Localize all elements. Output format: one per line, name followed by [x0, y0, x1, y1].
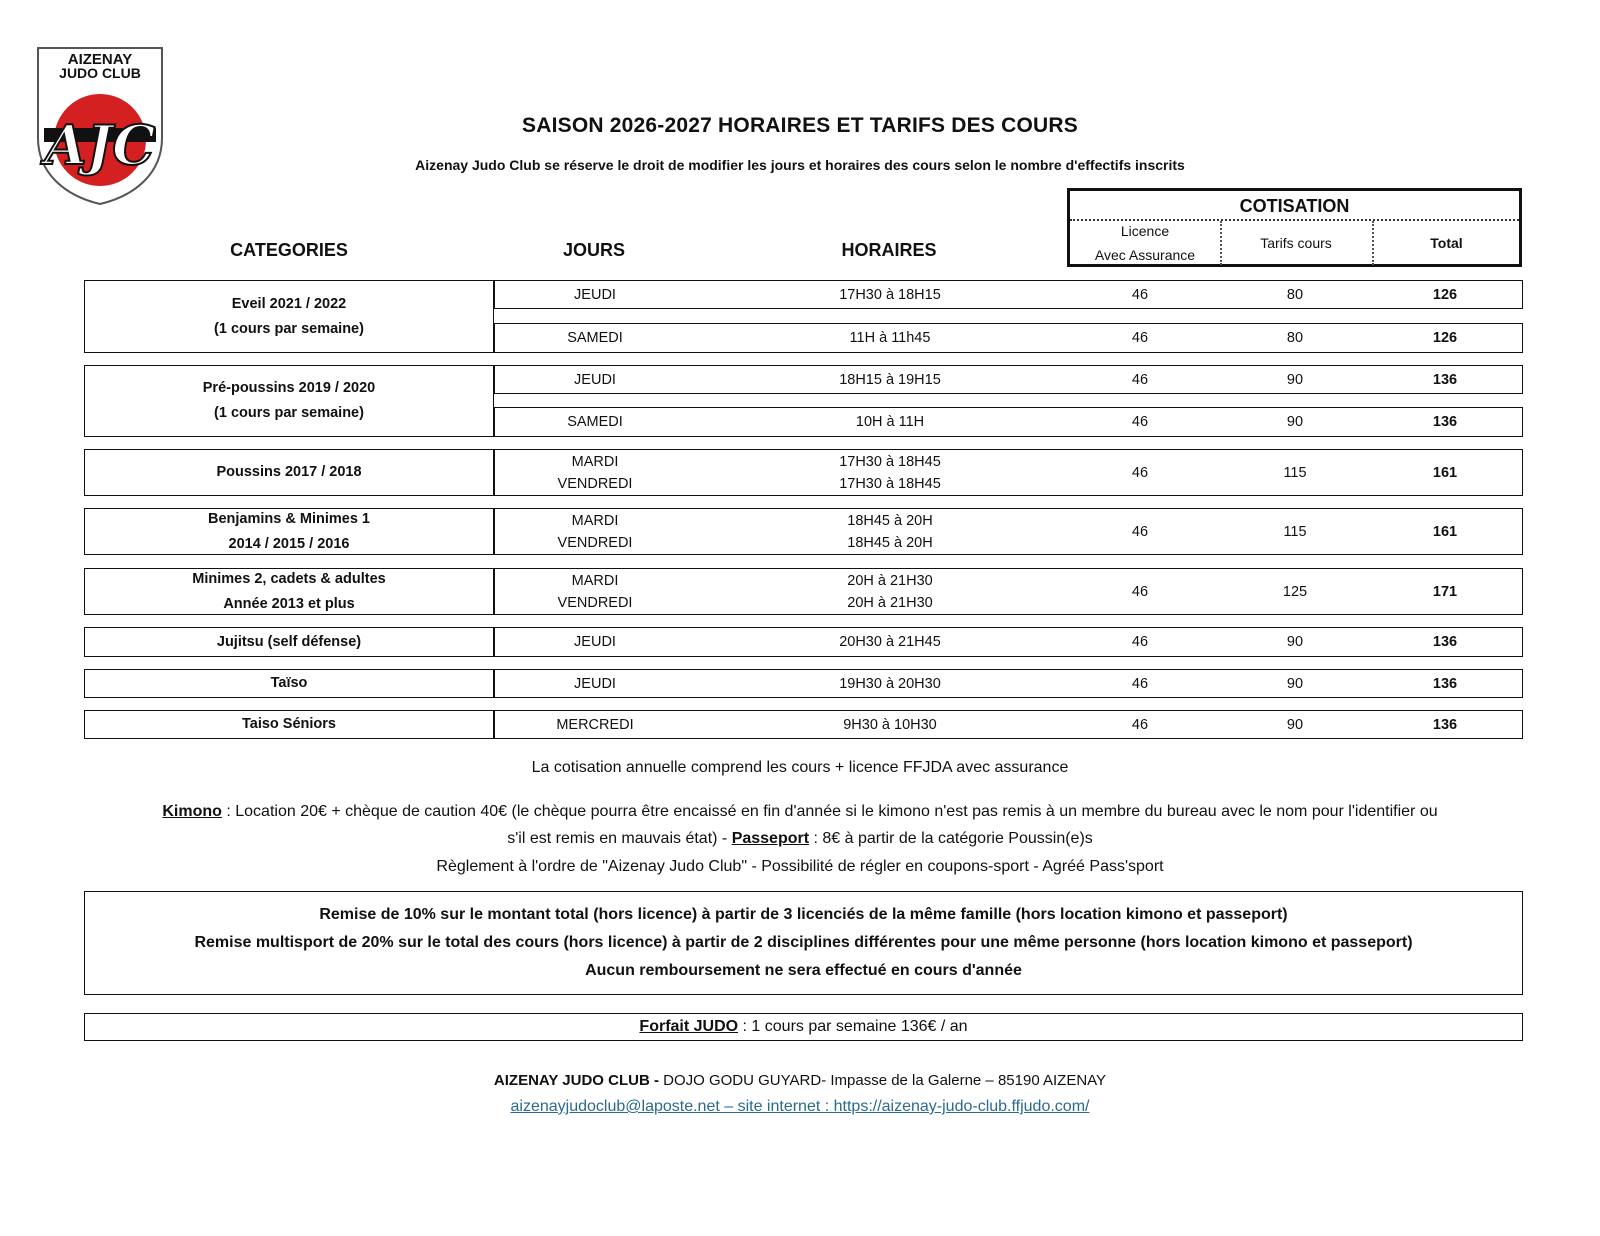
kimono-label: Kimono	[162, 803, 222, 820]
table-row	[494, 280, 1523, 309]
licence-header-line2: Avec Assurance	[1094, 247, 1196, 263]
kimono-note	[0, 803, 1600, 821]
table-row	[494, 710, 1523, 739]
horaire-line: 17H30 à 18H45	[839, 475, 941, 492]
jour-cell: JEUDI	[574, 371, 616, 388]
categories-header: CATEGORIES	[230, 240, 348, 260]
remise-line: Remise de 10% sur le montant total (hors licence) à partir de 3 licenciés de la même famille (hors location kimono et passeport)	[319, 906, 1288, 923]
page-title: SAISON 2026-2027 HORAIRES ET TARIFS DES COURS	[522, 114, 1078, 137]
table-row	[494, 627, 1523, 657]
jour-line: MARDI	[571, 453, 619, 470]
tarif-cell: 115	[1283, 464, 1307, 481]
category-name: Taiso Séniors	[241, 716, 336, 732]
jour-cell	[495, 450, 695, 495]
category-name: Eveil 2021 / 2022	[231, 295, 347, 312]
horaire-cell: 17H30 à 18H15	[839, 286, 941, 303]
table-row	[494, 449, 1523, 496]
jour-line: MARDI	[571, 512, 619, 529]
horaire-cell: 20H30 à 21H45	[839, 634, 941, 650]
footer-address	[0, 1072, 1600, 1089]
total-cell: 136	[1432, 716, 1458, 733]
horaire-cell	[695, 569, 1085, 614]
category-detail: (1 cours par semaine)	[214, 320, 364, 337]
jour-cell: JEUDI	[574, 634, 616, 650]
total-cell: 171	[1432, 583, 1458, 600]
horaire-cell: 19H30 à 20H30	[839, 675, 941, 692]
total-cell: 126	[1432, 330, 1458, 346]
total-header: Total	[1430, 235, 1463, 251]
remise-box	[84, 891, 1523, 995]
tarif-cell: 90	[1286, 716, 1304, 733]
horaire-cell: 11H à 11h45	[849, 330, 931, 346]
page-subtitle: Aizenay Judo Club se réserve le droit de modifier les jours et horaires des cours selon le nombre d'effectifs inscrits	[415, 157, 1185, 173]
category-cell	[84, 508, 494, 555]
category-cell	[84, 568, 494, 615]
passeport-text: : 8€ à partir de la catégorie Poussin(e)s	[809, 830, 1093, 847]
tarif-cell: 90	[1286, 675, 1304, 692]
licence-cell: 46	[1131, 414, 1149, 430]
horaire-line: 17H30 à 18H45	[839, 453, 941, 470]
logo-monogram: AJC	[44, 113, 156, 177]
licence-header	[1070, 221, 1220, 265]
category-detail: 2014 / 2015 / 2016	[228, 535, 350, 552]
category-cell	[84, 365, 494, 437]
licence-cell: 46	[1131, 464, 1149, 481]
passeport-label: Passeport	[731, 830, 810, 847]
passeport-note	[0, 830, 1600, 848]
horaire-cell	[695, 509, 1085, 554]
forfait-text: : 1 cours par semaine 136€ / an	[738, 1018, 968, 1035]
tarifs-header: Tarifs cours	[1260, 235, 1332, 251]
category-name: Poussins 2017 / 2018	[216, 464, 362, 480]
forfait-label: Forfait JUDO	[639, 1018, 739, 1035]
horaire-cell: 9H30 à 10H30	[843, 716, 937, 733]
category-cell	[84, 280, 494, 353]
licence-cell: 46	[1131, 583, 1149, 600]
licence-cell: 46	[1131, 675, 1149, 692]
total-cell: 136	[1432, 371, 1458, 388]
jour-cell: JEUDI	[574, 286, 616, 303]
horaire-cell	[695, 450, 1085, 495]
total-cell: 136	[1432, 634, 1458, 650]
jours-header: JOURS	[562, 240, 625, 260]
jour-cell	[495, 569, 695, 614]
total-cell: 136	[1432, 414, 1458, 430]
tarif-cell: 90	[1286, 414, 1304, 430]
category-name: Taïso	[270, 675, 308, 691]
total-cell: 161	[1432, 523, 1458, 540]
licence-header-line1: Licence	[1120, 223, 1170, 239]
category-name: Jujitsu (self défense)	[216, 633, 362, 650]
kimono-text: : Location 20€ + chèque de caution 40€ (le chèque pourra être encaissé en fin d'année si le kimono n'est pas remis à un membre du bureau avec le nom pour l'identifier ou	[221, 803, 1438, 820]
category-cell	[84, 710, 494, 739]
tarif-cell: 90	[1286, 371, 1304, 388]
remise-line: Aucun remboursement ne sera effectué en cours d'année	[585, 962, 1022, 979]
category-cell	[84, 627, 494, 657]
horaire-line: 20H à 21H30	[847, 572, 933, 589]
cotisation-title: COTISATION	[1070, 193, 1519, 221]
jour-line: VENDREDI	[557, 534, 633, 551]
tarif-cell: 115	[1283, 523, 1307, 540]
horaires-header: HORAIRES	[841, 240, 937, 260]
jour-line: VENDREDI	[557, 594, 633, 611]
jour-cell: SAMEDI	[567, 330, 623, 346]
total-cell: 126	[1432, 286, 1458, 303]
forfait-box	[84, 1013, 1523, 1041]
category-name: Pré-poussins 2019 / 2020	[202, 380, 376, 396]
licence-cell: 46	[1131, 523, 1149, 540]
category-detail: Année 2013 et plus	[223, 595, 355, 612]
category-name: Benjamins & Minimes 1	[208, 510, 370, 527]
table-row	[494, 323, 1523, 353]
cotisation-note: La cotisation annuelle comprend les cours + licence FFJDA avec assurance	[531, 759, 1069, 776]
jour-cell: MERCREDI	[556, 716, 634, 733]
table-row	[494, 669, 1523, 698]
tarif-cell: 80	[1286, 330, 1304, 346]
licence-cell: 46	[1131, 716, 1149, 733]
jour-line: MARDI	[571, 572, 619, 589]
horaire-cell: 18H15 à 19H15	[839, 371, 941, 388]
licence-cell: 46	[1131, 286, 1149, 303]
total-cell: 161	[1432, 464, 1458, 481]
licence-cell: 46	[1131, 371, 1149, 388]
remise-line: Remise multisport de 20% sur le total des cours (hors licence) à partir de 2 disciplines différentes pour une même personne (hors location kimono et passeport)	[194, 934, 1413, 951]
licence-cell: 46	[1131, 330, 1149, 346]
category-name: Minimes 2, cadets & adultes	[192, 570, 386, 587]
tarif-cell: 90	[1286, 634, 1304, 650]
footer-club: AIZENAY JUDO CLUB -	[493, 1072, 664, 1089]
table-row	[494, 508, 1523, 555]
jour-cell: SAMEDI	[567, 414, 623, 430]
category-cell	[84, 669, 494, 698]
licence-cell: 46	[1131, 634, 1149, 650]
kimono-text-cont: s'il est remis en mauvais état) -	[507, 830, 732, 847]
tarif-cell: 125	[1282, 583, 1308, 600]
logo-text-aizenay: AIZENAY	[67, 51, 133, 68]
reglement-note: Règlement à l'ordre de "Aizenay Judo Club" - Possibilité de régler en coupons-sport - Agréé Pass'sport	[436, 858, 1164, 875]
jour-line: VENDREDI	[557, 475, 633, 492]
horaire-line: 18H45 à 20H	[847, 534, 933, 551]
table-row	[494, 407, 1523, 437]
category-cell	[84, 449, 494, 496]
horaire-cell: 10H à 11H	[855, 414, 925, 430]
footer-contact-link[interactable]: aizenayjudoclub@laposte.net – site internet : https://aizenay-judo-club.ffjudo.com/	[510, 1098, 1090, 1115]
jour-cell	[495, 509, 695, 554]
table-row	[494, 568, 1523, 615]
tarif-cell: 80	[1286, 286, 1304, 303]
category-detail: (1 cours par semaine)	[214, 405, 364, 421]
jour-cell: JEUDI	[574, 675, 616, 692]
cotisation-header	[1067, 188, 1522, 267]
horaire-line: 18H45 à 20H	[847, 512, 933, 529]
total-cell: 136	[1432, 675, 1458, 692]
logo-text-judo-club: JUDO CLUB	[59, 65, 141, 81]
table-row	[494, 365, 1523, 394]
horaire-line: 20H à 21H30	[847, 594, 933, 611]
footer-address-text: DOJO GODU GUYARD- Impasse de la Galerne – 85190 AIZENAY	[663, 1072, 1107, 1089]
